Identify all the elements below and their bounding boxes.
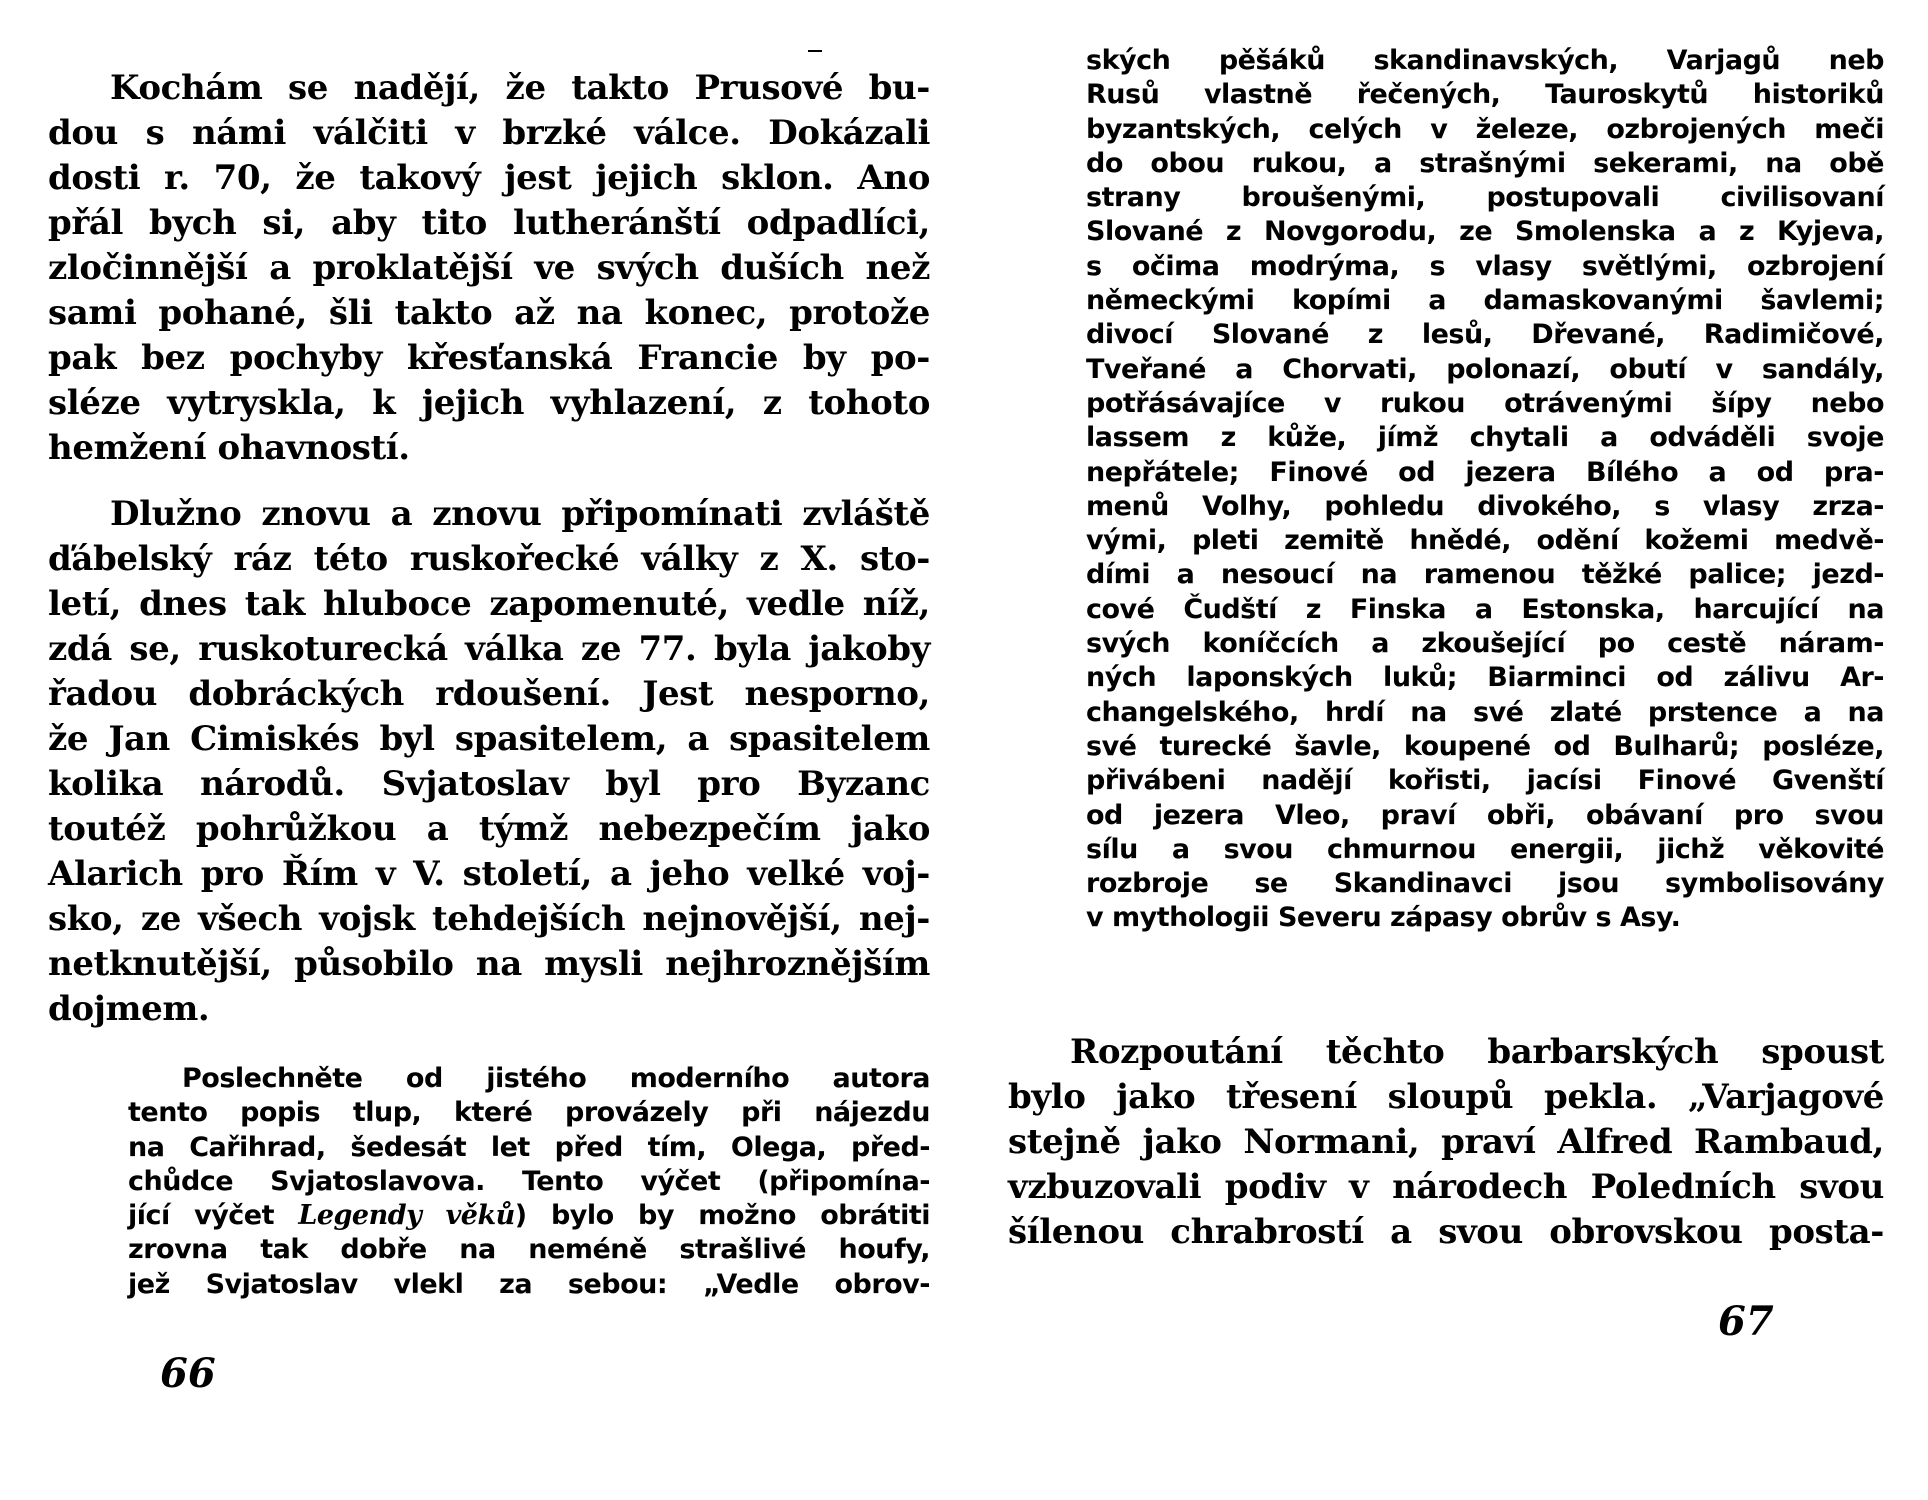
text-line: dou s námi válčiti v brzké válce. Dokázali	[48, 113, 930, 153]
text-segment: ) bylo by možno obrátiti	[514, 1200, 930, 1232]
text-line	[128, 1199, 930, 1233]
text-line: Rusů vlastně řečených, Tauroskytů historiků	[1086, 79, 1884, 111]
text-line: na Cařihrad, šedesát let před tím, Olega, před-	[128, 1131, 930, 1163]
text-line: lassem z kůže, jímž chytali a odváděli svoje	[1086, 422, 1884, 454]
text-line: přivábeni nadějí kořisti, jacísi Finové Gvenští	[1086, 765, 1884, 797]
text-line: sílu a svou chmurnou energii, jichž věkovité	[1086, 833, 1884, 865]
text-line: sléze vytryskla, k jejich vyhlazení, z tohoto	[48, 383, 930, 423]
text-line: divocí Slované z lesů, Dřevané, Radimičové,	[1086, 319, 1884, 351]
text-line: hemžení ohavností.	[48, 428, 410, 468]
right-paragraph-main	[1008, 1030, 1884, 1255]
text-line: cové Čudští z Finska a Estonska, harcující na	[1086, 593, 1884, 625]
text-line: od jezera Vleo, praví obři, obávaní pro svou	[1086, 799, 1884, 831]
text-line: přál bych si, aby tito lutheránští odpadlíci,	[48, 203, 930, 243]
text-line: nepřátele; Finové od jezera Bílého a od pra-	[1086, 456, 1884, 488]
text-line: zrovna tak dobře na neméně strašlivé houfy,	[128, 1234, 930, 1266]
right-quote-continuation	[1086, 44, 1884, 936]
text-line: menů Volhy, pohledu divokého, s vlasy zrza-	[1086, 490, 1884, 522]
text-line: sami pohané, šli takto až na konec, protože	[48, 293, 930, 333]
text-line: toutéž pohrůžkou a týmž nebezpečím jako	[48, 809, 930, 849]
text-line: své turecké šavle, koupené od Bulharů; posléze,	[1086, 730, 1884, 762]
text-line: Alarich pro Řím v V. století, a jeho velké voj-	[48, 854, 930, 894]
text-line: Rozpoutání těchto barbarských spoust	[1070, 1032, 1884, 1072]
text-line: dosti r. 70, že takový jest jejich sklon. Ano	[48, 158, 930, 198]
text-line: potřásávajíce v rukou otrávenými šípy nebo	[1086, 387, 1884, 419]
text-line: sko, ze všech vojsk tehdejších nejnovější, nej-	[48, 899, 930, 939]
text-line: strany broušenými, postupovali civilisovaní	[1086, 182, 1884, 214]
italic-title: Legendy věků	[298, 1200, 515, 1232]
text-line: s očima modrýma, s vlasy světlými, ozbrojení	[1086, 250, 1884, 282]
text-line: ných laponských luků; Biarminci od zálivu Ar-	[1086, 662, 1884, 694]
text-line: že Jan Cimiskés byl spasitelem, a spasitelem	[48, 719, 930, 759]
text-line: vzbuzovali podiv v národech Poledních svou	[1008, 1167, 1884, 1207]
text-line: dojmem.	[48, 989, 210, 1029]
text-line: v mythologii Severu zápasy obrův s Asy.	[1086, 902, 1681, 934]
text-line: zločinnější a proklatější ve svých duších než	[48, 248, 930, 288]
page-top-mark	[808, 50, 822, 52]
text-line: německými kopími a damaskovanými šavlemi;	[1086, 285, 1884, 317]
text-line: Tveřané a Chorvati, polonazí, obutí v sandály,	[1086, 353, 1884, 385]
text-line: letí, dnes tak hluboce zapomenuté, vedle níž,	[48, 584, 930, 624]
text-line: chůdce Svjatoslavova. Tento výčet (připomína-	[128, 1165, 930, 1197]
text-line: vými, pleti zemitě hnědé, odění kožemi medvě-	[1086, 525, 1884, 557]
text-line: bylo jako třesení sloupů pekla. „Varjagové	[1008, 1077, 1884, 1117]
left-quote-block	[128, 1062, 930, 1302]
text-line: rozbroje se Skandinavci jsou symbolisovány	[1086, 868, 1884, 900]
left-paragraph-1	[48, 66, 930, 471]
text-line: dími a nesoucí na ramenou těžké palice; jezd-	[1086, 559, 1884, 591]
text-line: šílenou chrabrostí a svou obrovskou posta-	[1008, 1212, 1884, 1252]
text-line: svých koníčcích a zkoušející po cestě náram-	[1086, 628, 1884, 660]
text-line: Poslechněte od jistého moderního autora	[182, 1063, 930, 1094]
left-paragraph-2	[48, 492, 930, 1032]
text-line: tento popis tlup, které provázely při nájezdu	[128, 1097, 930, 1129]
text-line: pak bez pochyby křesťanská Francie by po-	[48, 338, 930, 378]
text-line: jež Svjatoslav vlekl za sebou: „Vedle obrov-	[128, 1268, 930, 1300]
text-line: Slované z Novgorodu, ze Smolenska a z Kyjeva,	[1086, 216, 1884, 248]
text-line: changelského, hrdí na své zlaté prstence a na	[1086, 696, 1884, 728]
text-line: zdá se, ruskoturecká válka ze 77. byla jakoby	[48, 629, 930, 669]
text-line: Dlužno znovu a znovu připomínati zvláště	[110, 494, 930, 534]
text-line: Kochám se nadějí, že takto Prusové bu-	[110, 68, 930, 108]
text-line: netknutější, působilo na mysli nejhroznějším	[48, 944, 930, 984]
text-segment: jící výčet	[128, 1200, 299, 1232]
text-line: kolika národů. Svjatoslav byl pro Byzanc	[48, 764, 930, 804]
right-page	[964, 0, 1928, 1500]
text-line: stejně jako Normani, praví Alfred Rambaud,	[1008, 1122, 1884, 1162]
page-number-right: 67	[1718, 1298, 1774, 1345]
page-number-left: 66	[160, 1350, 216, 1397]
text-line: řadou dobráckých rdoušení. Jest nesporno,	[48, 674, 930, 714]
text-line: do obou rukou, a strašnými sekerami, na obě	[1086, 147, 1884, 179]
text-line: byzantských, celých v železe, ozbrojených meči	[1086, 113, 1884, 145]
text-line: ských pěšáků skandinavských, Varjagů neb	[1086, 45, 1884, 76]
text-line: ďábelský ráz této ruskořecké války z X. sto-	[48, 539, 930, 579]
